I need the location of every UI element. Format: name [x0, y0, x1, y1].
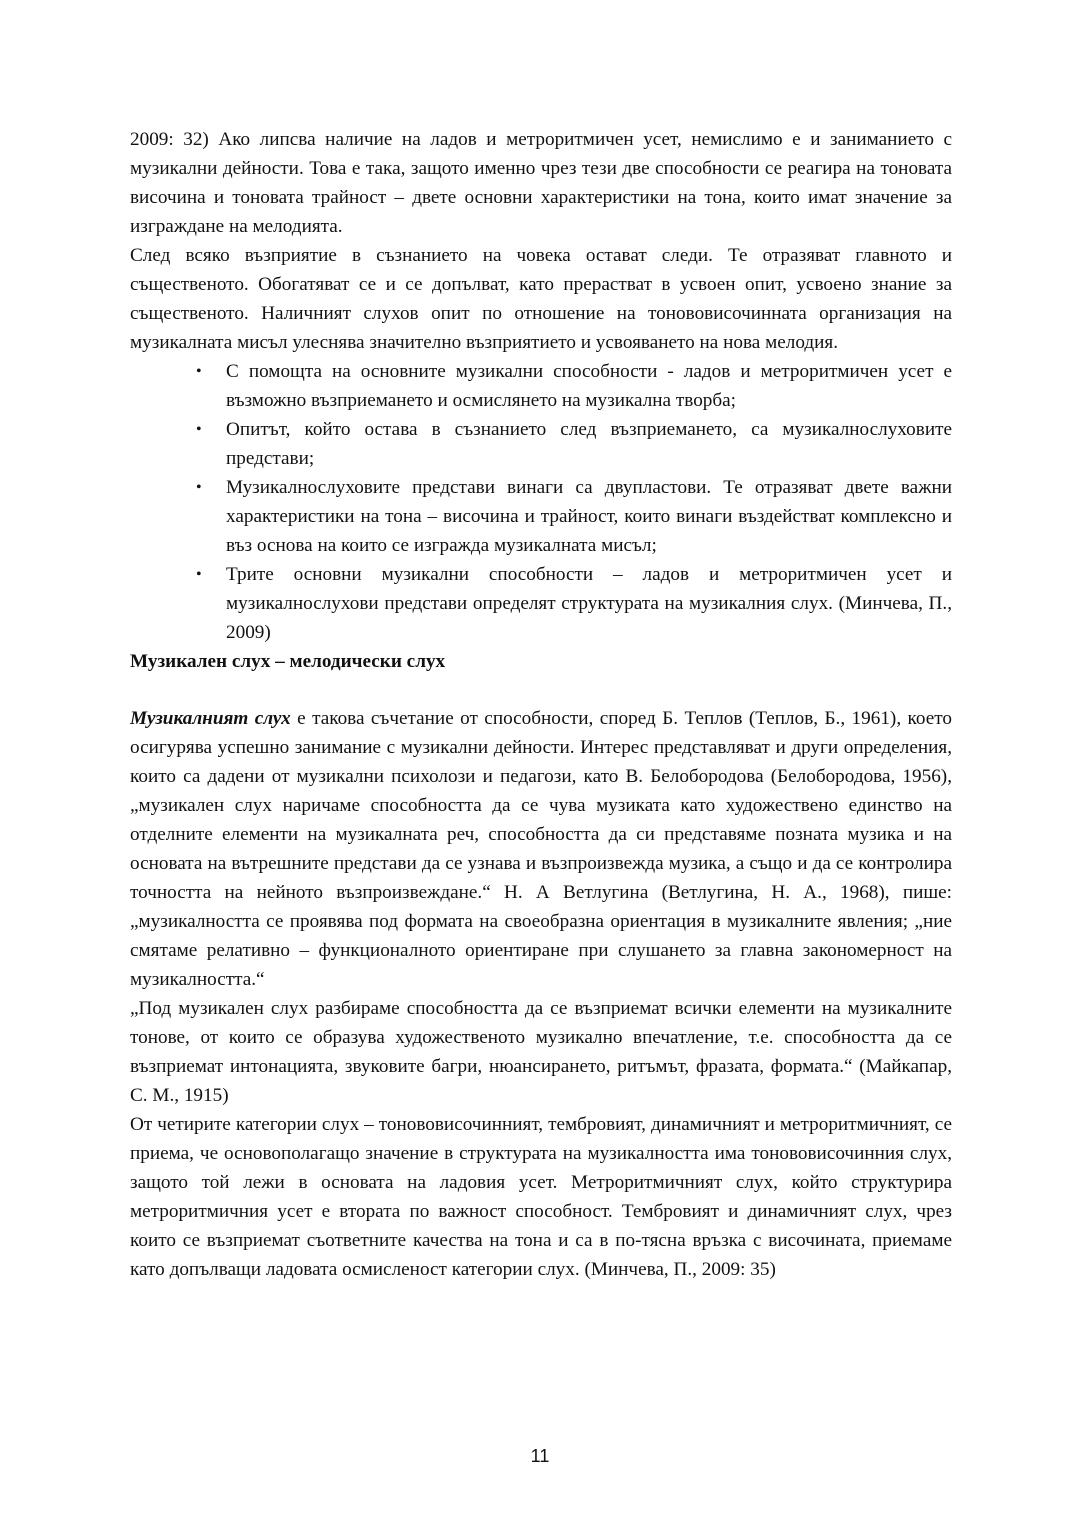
section-heading: Музикален слух – мелодически слух [130, 651, 446, 672]
page-number: 11 [530, 1446, 550, 1466]
bullet-item [196, 415, 952, 473]
paragraph-2: След всяко възприятие в съзнанието на човека остават следи. Те отразяват главното и същественото. Обогатяват се и се допълват, като прерастват в усвоен опит, усвоено знание за същественото. Наличният слухов опит по отношение на тонововисочинната организация на музикалната мисъл улеснява значително възприятието и усвояването на нова мелодия. [130, 245, 952, 353]
bullet-icon: • [196, 421, 202, 438]
bullet-list [130, 357, 952, 647]
page-content [130, 125, 952, 1284]
bullet-text: Опитът, който остава в съзнанието след възприемането, са музикалнослуховите представи; [226, 419, 952, 469]
bullet-item [196, 473, 952, 560]
paragraph-5: От четирите категории слух – тонововисочинният, тембровият, динамичният и метроритмичният, се приема, че основополагащо значение в структурата на музикалността има тонововисочинния слух, защото той лежи в основата на ладовия усет. Метроритмичният слух, който структурира метроритмичния усет е втората по важност способност. Тембровият и динамичният слух, чрез които се възприемат съответните качества на тона и са в по-тясна връзка с височината, приемаме като допълващи ладовата осмисленост категории слух. (Минчева, П., 2009: 35) [130, 1114, 952, 1280]
bullet-icon: • [196, 566, 202, 583]
paragraph-4: „Под музикален слух разбираме способността да се възприемат всички елементи на музикалните тонове, от които се образува художественото музикално впечатление, т.е. способността да се възприемат интонацията, звуковите багри, нюансирането, ритъмът, фразата, формата.“ (Майкапар, С. М., 1915) [130, 998, 952, 1106]
bullet-text: С помощта на основните музикални способности - ладов и метроритмичен усет е възможно възприемането и осмислянето на музикална творба; [226, 361, 952, 411]
bullet-text: Музикалнослуховите представи винаги са двупластови. Те отразяват двете важни характеристики на тона – височина и трайност, които винаги въздействат комплексно и въз основа на които се изгражда музикалната мисъл; [226, 477, 952, 556]
bullet-item [196, 560, 952, 647]
bullet-icon: • [196, 363, 202, 380]
paragraph-3-text: е такова съчетание от способности, според Б. Теплов (Теплов, Б., 1961), което осигурява успешно занимание с музикални дейности. Интерес представляват и други определения, които са дадени от музикални психолози и педагози, като В. Белобородова (Белобородова, 1956), „музикален слух наричаме способността да се чува музиката като художествено единство на отделните елементи на музикалната реч, способността да си представяме позната музика и на основата на вътрешните представи да се узнава и възпроизвежда музика, а също и да се контролира точността на нейното възпроизвеждане.“ Н. А Ветлугина (Ветлугина, Н. А., 1968), пише: „музикалността се проявява под формата на своеобразна ориентация в музикалните явления; „ние смятаме релативно – функционалното ориентиране при слушането за главна закономерност на музикалността.“ [130, 708, 952, 990]
bullet-text: Трите основни музикални способности – ладов и метроритмичен усет и музикалнослухови представи определят структурата на музикалния слух. (Минчева, П., 2009) [226, 564, 952, 643]
bullet-item [196, 357, 952, 415]
bullet-icon: • [196, 479, 202, 496]
term-highlight: Музикалният слух [130, 708, 291, 729]
paragraph-1: 2009: 32) Ако липсва наличие на ладов и метроритмичен усет, немислимо е и заниманието с музикални дейности. Това е така, защото именно чрез тези две способности се реагира на тоновата височина и тоновата трайност – двете основни характеристики на тона, които имат значение за изграждане на мелодията. [130, 129, 952, 237]
paragraph-3 [130, 704, 952, 994]
